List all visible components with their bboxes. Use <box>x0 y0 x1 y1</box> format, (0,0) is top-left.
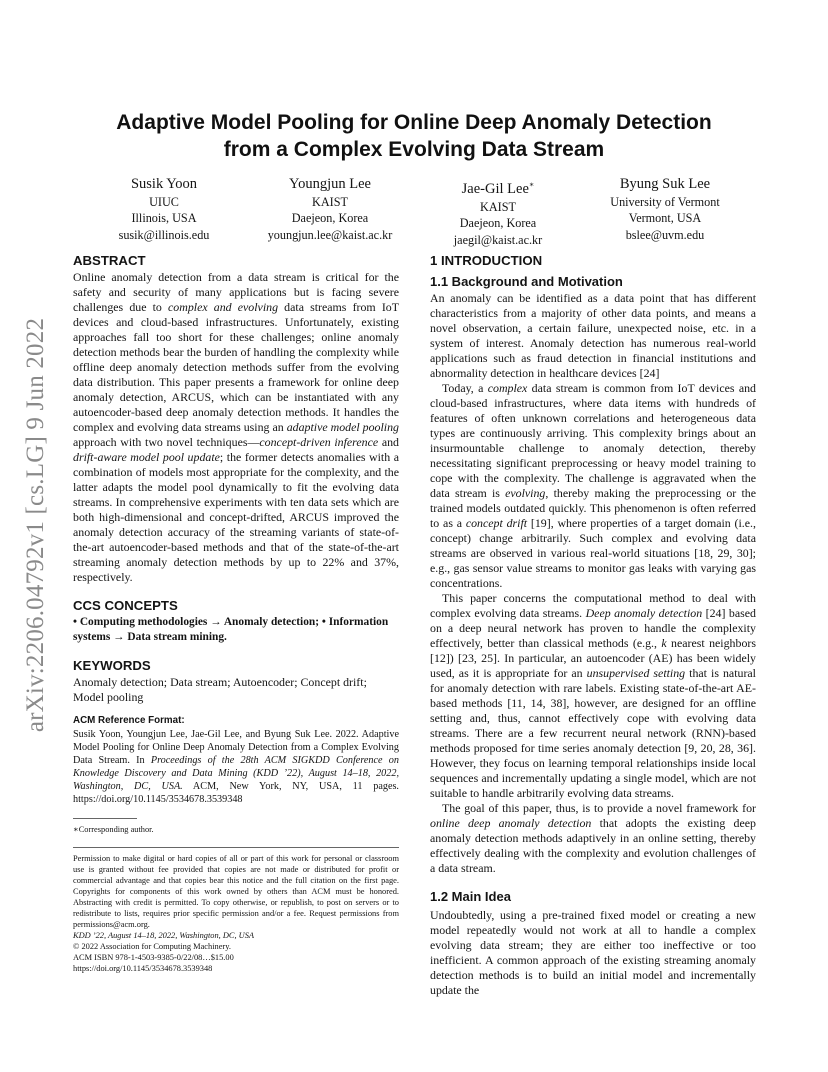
footnote-rule <box>73 818 137 819</box>
author-affiliation: KAIST <box>312 195 348 209</box>
intro-paragraph-1: An anomaly can be identified as a data point that has different characteristics from a majority of other data points, and means a novel observation, a certain failure, unexpected noise, etc. in a system of interest. Anomaly detection has numerous real-world applications such as fraud detection in financial institutions and abnormality detection in healthcare devices [24] <box>430 291 756 380</box>
author-location: Daejeon, Korea <box>459 216 537 231</box>
intro-paragraph-3: This paper concerns the computational method to deal with complex evolving data streams. Deep anomaly detection [24] based on a deep neural network has proven to handle the complexity effectively, better than classical methods (e.g., k nearest neighbors [12]) [23, 25]. In particular, an autoencoder (AE) has been widely used, as it is appropriate for an unsupervised setting that is natural for anomaly detection with rare labels. Existing state-of-the-art AE-based methods [11, 14, 38], however, are designed for an offline setting and, thus, cannot effectively cope with evolving data streams. There are a few recurrent neural network (RNN)-based methods proposed for time series anomaly detection [9, 20, 28, 36]. However, they focus on learning temporal relationships inside local sequences and incrementally updating a single model, which are not suitable to handle arbitrarily evolving data streams. <box>430 591 756 800</box>
introduction-heading: 1 INTRODUCTION <box>430 253 543 268</box>
author-location: Daejeon, Korea <box>291 211 369 226</box>
venue-line: KDD ’22, August 14–18, 2022, Washington, DC, USA <box>73 931 255 940</box>
keywords-heading: KEYWORDS <box>73 658 151 673</box>
paper-title <box>60 109 768 163</box>
abstract-heading: ABSTRACT <box>73 253 146 268</box>
author-email: susik@illinois.edu <box>118 227 210 242</box>
author-name: Susik Yoon <box>130 176 198 192</box>
author-location: Vermont, USA <box>628 211 702 226</box>
corresponding-mark: ∗ <box>528 180 535 189</box>
intro-paragraph-2: Today, a complex data stream is common from IoT devices and cloud-based infrastructures, where data items with hundreds of features of often unknown correlations and heterogeneous data types are continuously arriving. This complexity brings about an insurmountable challenge to anomaly detection, thereby necessitating significant preprocessing or heavy model training to cope with the complexity. The challenge is aggravated when the data stream is evolving, thereby making the preprocessing or the trained models outdated quickly. This phenomenon is often referred to as a concept drift [19], where properties of a target domain (i.e., concept) change arbitrarily. Such complex and evolving data streams are observed in various real-world situations [18, 29, 30]; e.g., gas sensor value streams to monitor gas leaks with varying gas concentrations. <box>430 381 757 590</box>
author-affiliation: KAIST <box>480 199 516 214</box>
keywords-text: Anomaly detection; Data stream; Autoencoder; Concept drift; Model pooling <box>73 675 367 704</box>
author-name: Jae-Gil Lee <box>461 180 529 197</box>
acm-reference-heading: ACM Reference Format: <box>73 715 185 726</box>
author-affiliation: University of Vermont <box>610 195 720 209</box>
permission-notice: Permission to make digital or hard copies of all or part of this work for personal or classroom use is granted without fee provided that copies are not made or distributed for profit or commercial advantage and that copies bear this notice and the full citation on the first page. Copyrights for components of this work owned by others than ACM must be honored. Abstracting with credit is permitted. To copy otherwise, or republish, to post on servers or to redistribute to lists, requires prior specific permission and/or a fee. Request permissions from permissions@acm.org. <box>73 854 399 929</box>
author-email: jaegil@kaist.ac.kr <box>453 232 543 247</box>
author-block-1 <box>79 175 249 243</box>
corresponding-footnote: ∗Corresponding author. <box>73 825 154 834</box>
author-email: bslee@uvm.edu <box>625 227 705 242</box>
permission-rule <box>73 847 399 848</box>
acm-reference-text: Susik Yoon, Youngjun Lee, Jae-Gil Lee, and Byung Suk Lee. 2022. Adaptive Model Pooling for Online Deep Anomaly Detection from a Complex Evolving Data Stream. In Proceedings of the 28th ACM SIGKDD Conference on Knowledge Discovery and Data Mining (KDD ’22), August 14–18, 2022, Washington, DC, USA. ACM, New York, NY, USA, 11 pages. https://doi.org/10.1145/3534678.3539348 <box>73 729 399 805</box>
title-line-2: from a Complex Evolving Data Stream <box>223 138 605 161</box>
isbn-line: ACM ISBN 978-1-4503-9385-0/22/08…$15.00 <box>73 953 234 962</box>
author-name: Youngjun Lee <box>289 176 371 192</box>
author-email: youngjun.lee@kaist.ac.kr <box>267 227 393 242</box>
right-column <box>430 252 756 998</box>
title-line-1: Adaptive Model Pooling for Online Deep Anomaly Detection <box>116 111 712 134</box>
ccs-text: • Computing methodologies → Anomaly detection; • Information systems → Data stream mining. <box>73 616 389 643</box>
author-affiliation: UIUC <box>149 195 179 209</box>
doi-line: https://doi.org/10.1145/3534678.3539348 <box>73 964 213 973</box>
intro-paragraph-5: Undoubtedly, using a pre-trained fixed model or creating a new model repeatedly would not work at all to handle a complex evolving data stream; they are either too ineffective or too inefficient. A common approach of the existing streaming anomaly detection methods is to build an initial model and incrementally update the <box>430 908 756 997</box>
author-block-3 <box>413 175 583 248</box>
subsection-heading-1-2: 1.2 Main Idea <box>430 889 511 904</box>
author-name: Byung Suk Lee <box>619 176 711 192</box>
author-block-2 <box>245 175 415 243</box>
left-column <box>73 252 399 974</box>
abstract-text: Online anomaly detection from a data stream is critical for the safety and security of many applications but is facing severe challenges due to complex and evolving data streams from IoT devices and cloud-based infrastructures. Unfortunately, existing approaches fall too short for these challenges; online anomaly detection methods bear the burden of handling the complexity while offline deep anomaly detection methods suffer from the evolving data distribution. This paper presents a framework for online deep anomaly detection, ARCUS, which can be instantiated with any autoencoder-based deep anomaly detection methods. It handles the complex and evolving data streams using an adaptive model pooling approach with two novel techniques—concept-driven inference and drift-aware model pool update; the former detects anomalies with a combination of models most appropriate for the complexity, and the latter adapts the model pool dynamically to fit the evolving data streams. In comprehensive experiments with ten data sets which are both high-dimensional and concept-drifted, ARCUS improved the anomaly detection accuracy of the streaming variants of state-of-the-art autoencoder-based methods and that of the state-of-the-art streaming anomaly detection methods by up to 22% and 37%, respectively. <box>73 270 399 584</box>
author-location: Illinois, USA <box>131 211 197 226</box>
ccs-heading: CCS CONCEPTS <box>73 598 178 613</box>
subsection-heading-1-1: 1.1 Background and Motivation <box>430 274 623 289</box>
copyright-line: © 2022 Association for Computing Machinery. <box>73 942 231 951</box>
author-block-4 <box>580 175 750 243</box>
intro-paragraph-4: The goal of this paper, thus, is to provide a novel framework for online deep anomaly detection that adopts the existing deep anomaly detection methods adaptively in an online setting, thereby effectively dealing with the complexity and evolution challenges of a data stream. <box>430 801 756 875</box>
arxiv-sidebar-stamp <box>14 290 58 760</box>
arxiv-id: arXiv:2206.04792v1 [cs.LG] 9 Jun 2022 <box>22 317 49 733</box>
